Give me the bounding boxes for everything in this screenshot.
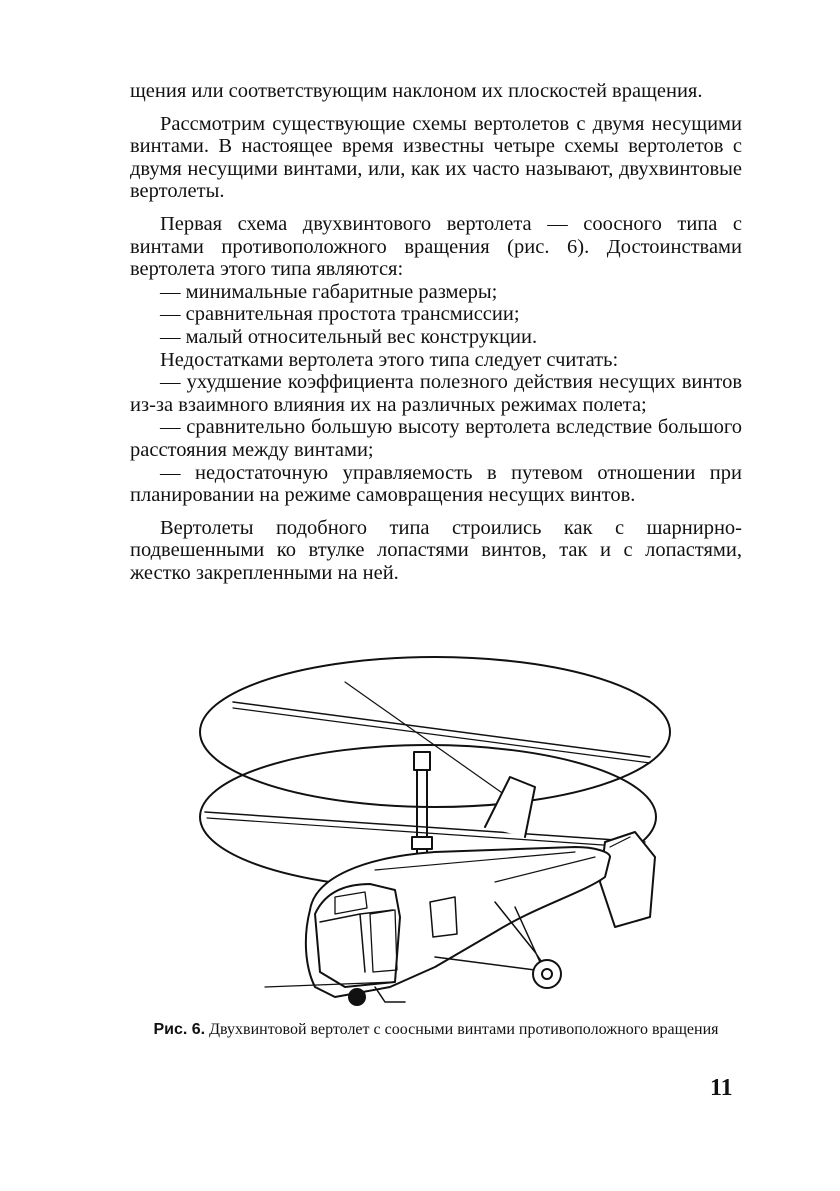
figure-label: Рис. 6. bbox=[153, 1021, 206, 1038]
body-text bbox=[130, 80, 742, 584]
list-item-disadvantage-1: — ухудшение коэффициента полезного действия несущих винтов из-за взаимного влияния их на различных режимах полета; bbox=[130, 371, 742, 416]
paragraph-disadvantages: Недостатками вертолета этого типа следует считать: bbox=[160, 348, 619, 371]
paragraph-construction: Вертолеты подобного типа строились как с шарнирно-подвешенными ко втулке лопастями винтов, так и с лопастями, жестко закрепленными на ней. bbox=[130, 516, 742, 584]
list-item-advantage-2: — сравнительная простота трансмиссии; bbox=[160, 303, 520, 326]
paragraph-continuation: щения или соответствующим наклоном их плоскостей вращения. bbox=[130, 80, 703, 102]
figure-caption-text: Двухвинтовой вертолет с соосными винтами противоположного вращения bbox=[209, 1021, 719, 1038]
paragraph-first-scheme: Первая схема двухвинтового вертолета — соосного типа с винтами противоположного вращения (рис. 6). Достоинствами вертолета этого типа являются: bbox=[130, 212, 742, 281]
upper-rotor-disc bbox=[200, 657, 670, 807]
list-item-disadvantage-3: — недостаточную управляемость в путевом отношении при планировании на режиме самовращения несущих винтов. bbox=[130, 461, 742, 507]
list-item-advantage-1: — минимальные габаритные размеры; bbox=[160, 280, 498, 303]
list-item-advantage-3: — малый относительный вес конструкции. bbox=[160, 325, 538, 348]
list-item-disadvantage-2: — сравнительно большую высоту вертолета вследствие большого расстояния между винтами; bbox=[130, 416, 742, 461]
figure-caption bbox=[130, 1020, 742, 1039]
helicopter-illustration bbox=[195, 652, 675, 1017]
page-number: 11 bbox=[710, 1075, 733, 1101]
paragraph-schemes-intro: Рассмотрим существующие схемы вертолетов с двумя несущими винтами. В настоящее время известны четыре схемы вертолетов с двумя несущими винтами, или, как их часто называют, двухвинтовые вертолеты. bbox=[130, 112, 742, 203]
